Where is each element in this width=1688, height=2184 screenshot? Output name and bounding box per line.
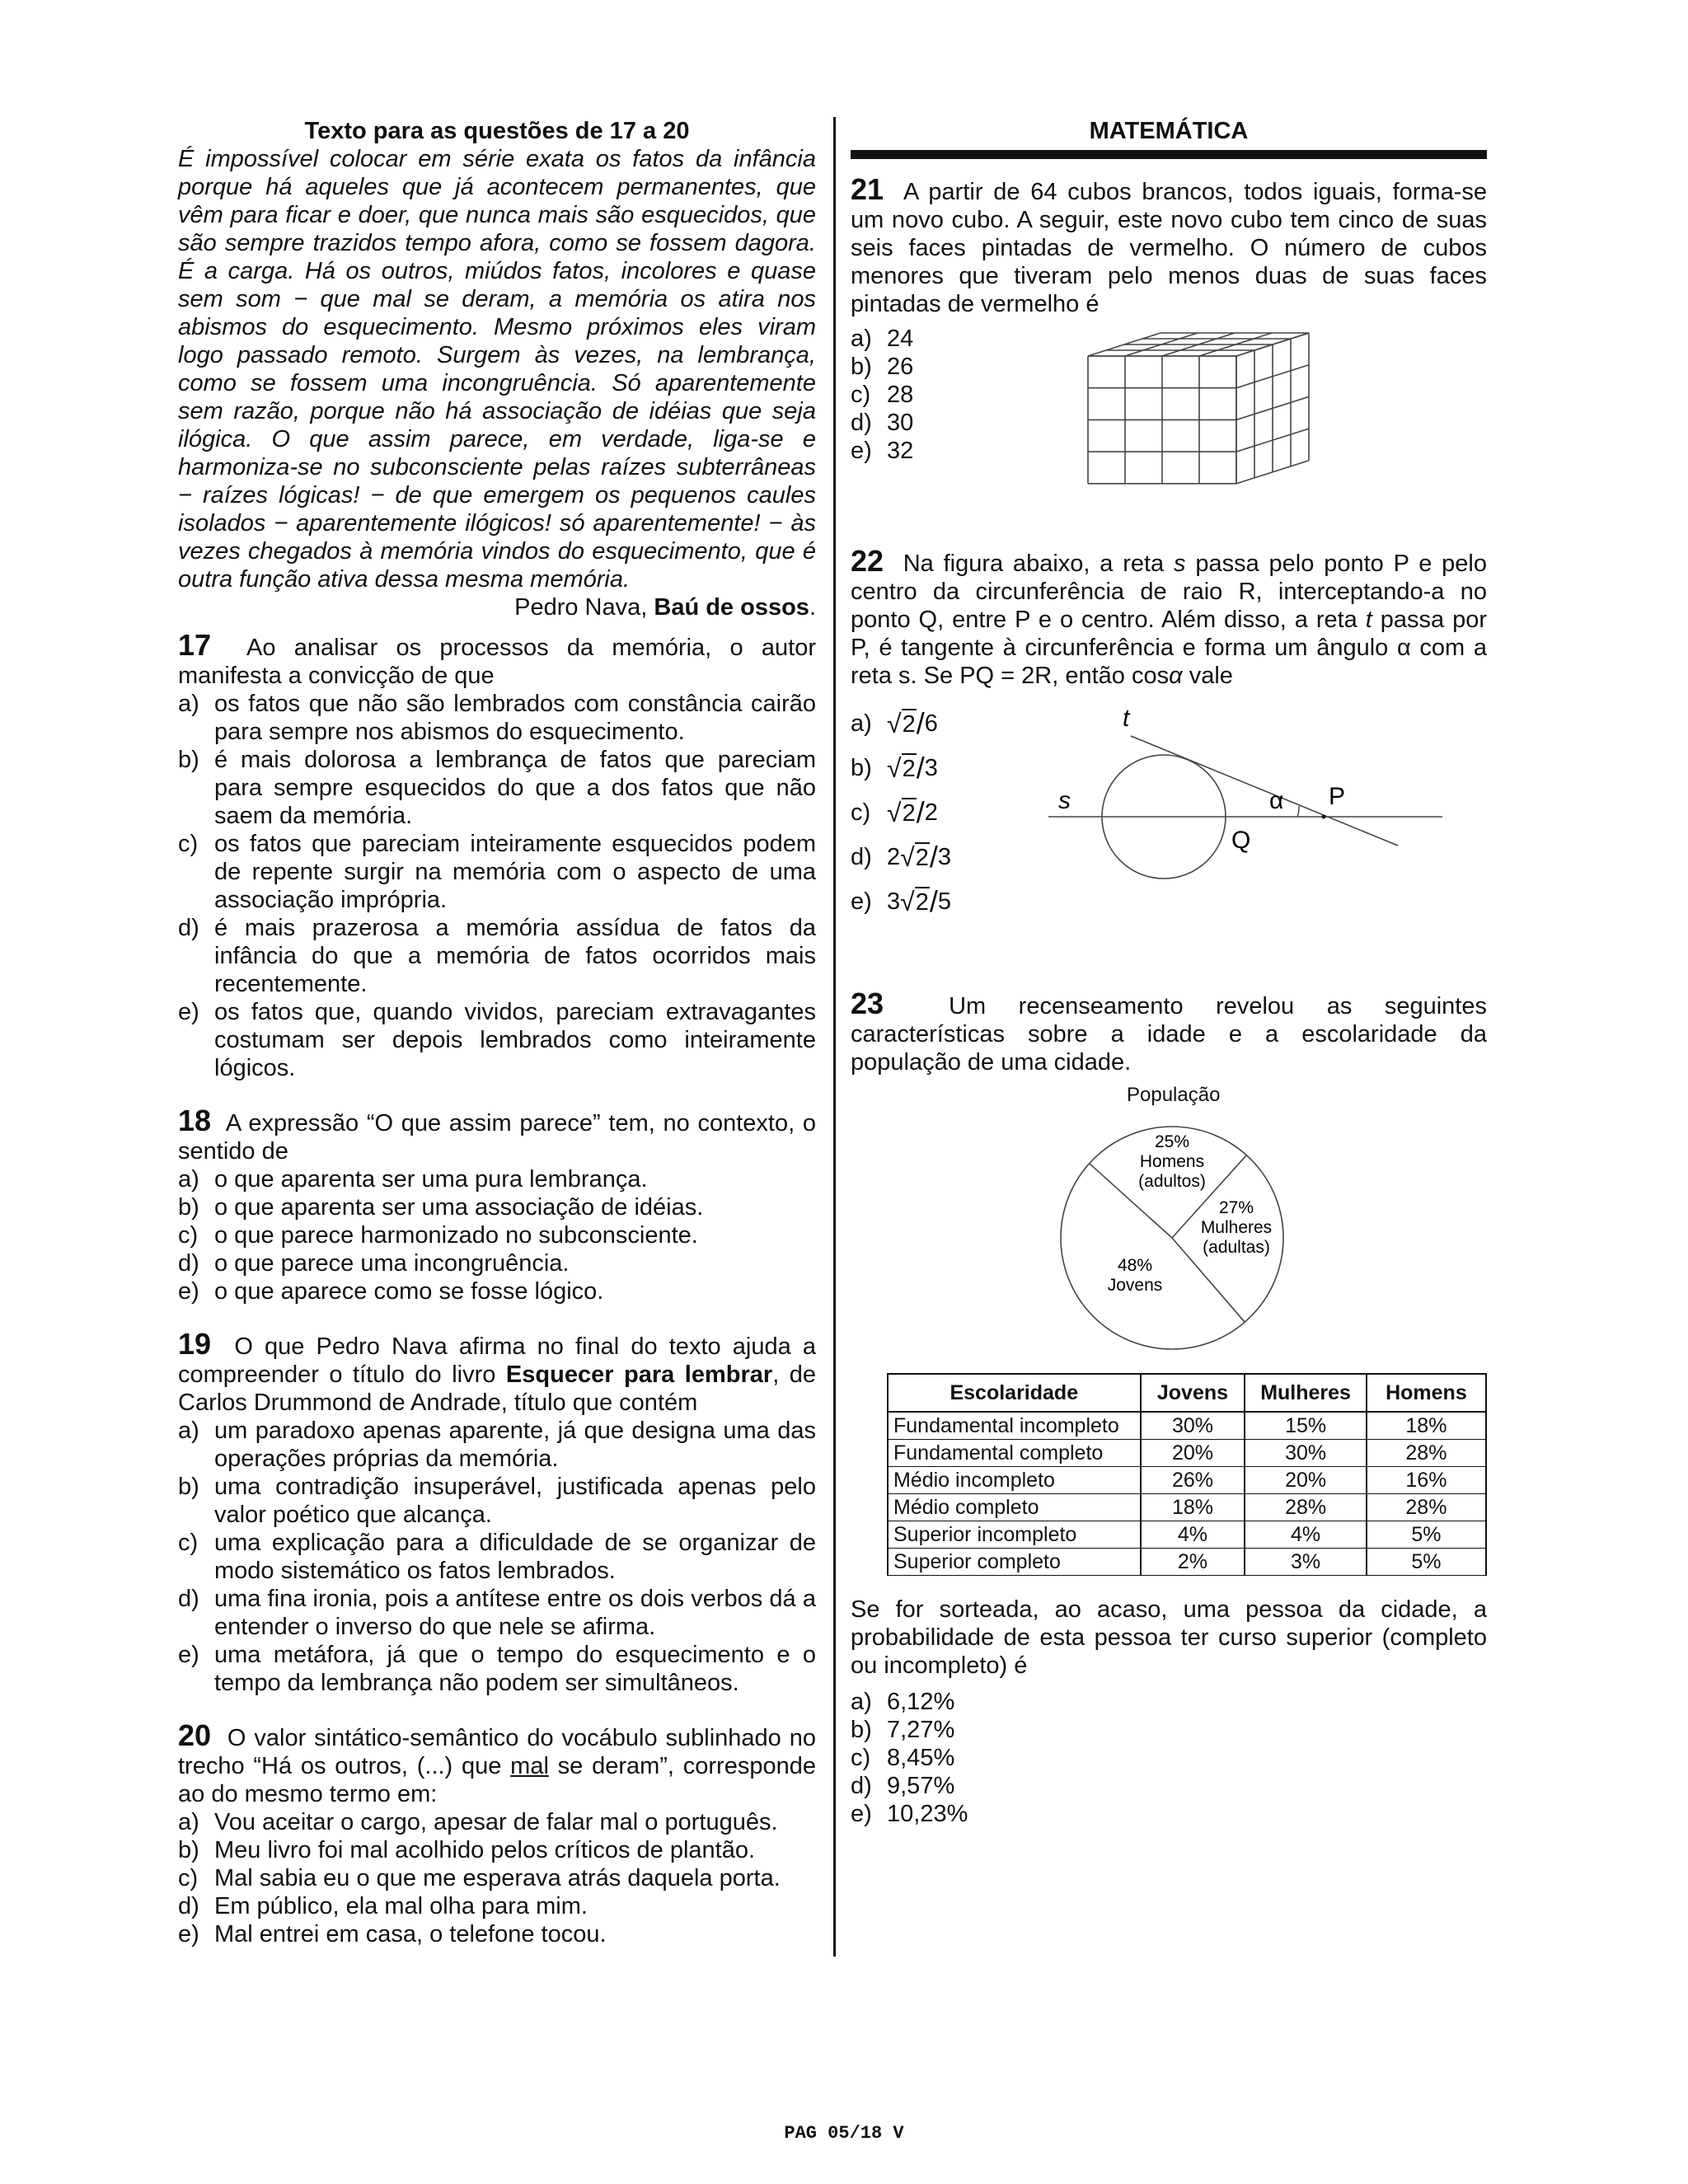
option-letter: c): [851, 1745, 871, 1771]
question-stem-cont: Se for sorteada, ao acaso, uma pessoa da cidade, a probabilidade de esta pessoa ter curso superior (completo ou incompleto) é: [851, 1596, 1487, 1679]
table-row: [888, 1549, 1486, 1576]
answer-option: [178, 1920, 816, 1948]
table-row: [888, 1412, 1486, 1440]
table-cell: 5%: [1367, 1549, 1486, 1576]
cos-label: cos: [1131, 663, 1170, 689]
option-text: 26: [887, 354, 914, 380]
options-list: [178, 1417, 816, 1697]
pie-chart: [1057, 1114, 1296, 1361]
option-letter: c): [178, 1530, 199, 1556]
pie-title: População: [1127, 1084, 1221, 1106]
answer-option: [851, 1744, 1487, 1772]
option-letter: a): [178, 1809, 199, 1835]
option-letter: b): [851, 1717, 872, 1743]
option-text: Meu livro foi mal acolhido pelos críticos de plantão.: [214, 1837, 756, 1863]
table-cell: Médio completo: [888, 1494, 1141, 1521]
tangent-figure: [1048, 701, 1461, 891]
answer-option: [178, 1641, 816, 1697]
option-text: um paradoxo apenas aparente, já que designa uma das operações próprias da memória.: [214, 1418, 816, 1472]
var-s: s: [1174, 551, 1186, 577]
schooling-table: [887, 1373, 1487, 1576]
option-text: o que aparenta ser uma pura lembrança.: [214, 1166, 648, 1193]
answer-option: [178, 830, 816, 914]
alpha-symbol: α: [1169, 663, 1183, 689]
option-text: Vou aceitar o cargo, apesar de falar mal o português.: [214, 1809, 778, 1835]
option-text: o que aparece como se fosse lógico.: [214, 1278, 604, 1305]
option-text: é mais dolorosa a lembrança de fatos que pareciam para sempre esquecidos do que a dos fatos que não saem da memória.: [214, 747, 816, 829]
option-text: é mais prazerosa a memória assídua de fatos da infância do que a memória de fatos ocorridos mais recentemente.: [214, 915, 816, 997]
option-text: uma explicação para a dificuldade de se organizar de modo sistemático os fatos lembrados.: [214, 1530, 816, 1584]
label-t: t: [1123, 705, 1130, 732]
question-stem: O que Pedro Nava afirma no final do texto ajuda a compreender o título do livro: [178, 1333, 816, 1388]
table-cell: 15%: [1245, 1412, 1367, 1440]
table-row: [888, 1467, 1486, 1494]
option-letter: a): [851, 326, 872, 352]
answer-option: [178, 1808, 816, 1836]
option-text: 30: [887, 410, 914, 436]
right-column: [851, 117, 1487, 1828]
table-cell: 16%: [1367, 1467, 1486, 1494]
line-t: [1131, 736, 1398, 846]
option-letter: d): [178, 1250, 199, 1277]
option-text: o que parece harmonizado no subconsciente.: [214, 1222, 698, 1249]
table-cell: Fundamental completo: [888, 1440, 1141, 1467]
answer-option: [851, 1688, 1487, 1716]
options-list: [178, 1808, 816, 1948]
table-cell: 28%: [1367, 1494, 1486, 1521]
label-alpha: α: [1269, 787, 1284, 814]
option-text: 8,45%: [887, 1745, 955, 1771]
question-stem-cont: passa por P, é tangente à circunferência e forma um ângulo: [851, 607, 1488, 661]
answer-option: [178, 1417, 816, 1473]
answer-option: [851, 701, 1015, 746]
table-header: Escolaridade: [888, 1374, 1141, 1412]
option-letter: a): [851, 1689, 872, 1715]
question-number: 20: [178, 1718, 212, 1752]
condition: PQ = 2R: [959, 663, 1053, 689]
option-letter: e): [851, 888, 872, 915]
option-text: √ 2 / 3: [887, 751, 938, 785]
question-number: 18: [178, 1104, 212, 1137]
table-cell: Superior completo: [888, 1549, 1141, 1576]
options-list: [851, 325, 950, 465]
option-letter: d): [851, 410, 872, 436]
table-cell: 20%: [1141, 1440, 1245, 1467]
question-stem-cont: com a reta s. Se: [851, 635, 1487, 689]
point-p: [1322, 815, 1326, 819]
option-letter: c): [851, 382, 871, 408]
section-rule: [851, 150, 1487, 159]
option-letter: a): [178, 1166, 199, 1193]
question-stem: Ao analisar os processos da memória, o autor manifesta a convicção de que: [178, 635, 816, 689]
table-cell: 18%: [1367, 1412, 1486, 1440]
option-text: 3 √ 2 / 5: [887, 884, 951, 918]
table-row: [888, 1440, 1486, 1467]
option-letter: d): [851, 1773, 872, 1799]
table-cell: Fundamental incompleto: [888, 1412, 1141, 1440]
pie-slice-label: 27%: [1218, 1198, 1254, 1217]
question-21: [851, 172, 1487, 490]
table-cell: 4%: [1245, 1521, 1367, 1549]
option-text: Em público, ela mal olha para mim.: [214, 1893, 588, 1919]
option-text: 2 √ 2 / 3: [887, 840, 951, 874]
question-number: 23: [851, 987, 884, 1020]
label-s: s: [1058, 787, 1071, 814]
book-title: Baú de ossos: [654, 594, 809, 621]
angle-arc: [1297, 806, 1299, 817]
answer-option: [851, 1716, 1487, 1744]
option-text: 7,27%: [887, 1717, 955, 1743]
pie-slice-label: (adultos): [1138, 1172, 1206, 1191]
option-letter: e): [851, 438, 872, 464]
option-text: uma metáfora, já que o tempo do esquecimento e o tempo da lembrança não podem ser simultâneos.: [214, 1642, 816, 1696]
var-t: t: [1365, 607, 1372, 633]
option-letter: a): [851, 710, 872, 737]
answer-option: [178, 1892, 816, 1920]
option-text: √ 2 / 2: [887, 795, 938, 829]
answer-option: [178, 690, 816, 746]
option-letter: c): [178, 1865, 199, 1891]
answer-option: [851, 353, 950, 381]
option-text: 6,12%: [887, 1689, 955, 1715]
option-letter: d): [178, 1893, 199, 1919]
table-cell: 20%: [1245, 1467, 1367, 1494]
question-stem-cont: passa pelo ponto P e pelo centro da circunferência de raio R, interceptando-a no ponto Q, entre P e o centro. Além disso, a reta: [851, 551, 1487, 633]
table-row: [888, 1494, 1486, 1521]
pie-slice-label: 48%: [1117, 1256, 1153, 1275]
answer-option: [851, 437, 950, 465]
answer-option: [851, 1772, 1487, 1800]
question-number: 19: [178, 1327, 212, 1361]
answer-option: [178, 1529, 816, 1585]
label-p: P: [1329, 783, 1346, 810]
alpha-symbol: α: [1396, 635, 1411, 661]
answer-option: [851, 790, 1015, 835]
answer-option: [851, 325, 950, 353]
question-23: [851, 987, 1487, 1828]
pie-slice-label: Mulheres: [1200, 1218, 1273, 1237]
option-text: 24: [887, 326, 914, 352]
table-cell: 4%: [1141, 1521, 1245, 1549]
table-cell: 2%: [1141, 1549, 1245, 1576]
option-letter: b): [851, 755, 872, 781]
option-text: 32: [887, 438, 914, 464]
option-letter: c): [178, 1222, 199, 1249]
option-letter: a): [178, 691, 199, 717]
table-row: [888, 1521, 1486, 1549]
option-text: 10,23%: [887, 1801, 968, 1827]
answer-option: [851, 1800, 1487, 1828]
option-letter: d): [851, 844, 872, 870]
answer-option: [851, 879, 1015, 924]
pie-slice-label: (adultas): [1203, 1238, 1270, 1257]
option-letter: e): [178, 1921, 199, 1947]
answer-option: [178, 1836, 816, 1864]
options-list: [851, 701, 1015, 924]
option-letter: d): [178, 915, 199, 941]
table-cell: 30%: [1141, 1412, 1245, 1440]
option-letter: b): [851, 354, 872, 380]
answer-option: [178, 746, 816, 830]
option-letter: b): [178, 1474, 199, 1500]
option-text: os fatos que não são lembrados com constância cairão para sempre nos abismos do esquecimento.: [214, 691, 816, 745]
answer-option: [178, 1249, 816, 1277]
question-stem-cont: , então: [1052, 663, 1125, 689]
answer-option: [851, 409, 950, 437]
question-stem: Na figura abaixo, a reta: [903, 551, 1165, 577]
question-stem-cont: vale: [1189, 663, 1233, 689]
table-cell: 3%: [1245, 1549, 1367, 1576]
option-letter: e): [851, 1801, 872, 1827]
option-text: os fatos que pareciam inteiramente esquecidos podem de repente surgir na memória com o aspecto de uma associação imprópria.: [214, 831, 816, 913]
options-list: [851, 1688, 1487, 1828]
text-header: Texto para as questões de 17 a 20: [304, 118, 690, 144]
option-letter: b): [178, 1194, 199, 1221]
table-header: Homens: [1367, 1374, 1486, 1412]
question-stem: Um recenseamento revelou as seguintes características sobre a idade e a escolaridade da população de uma cidade.: [851, 993, 1487, 1076]
option-letter: e): [178, 1278, 199, 1305]
option-text: uma fina ironia, pois a antítese entre os dois verbos dá a entender o inverso do que nele se afirma.: [214, 1586, 816, 1640]
passage-attribution: Pedro Nava, Baú de ossos.: [514, 594, 816, 621]
pie-slice-label: 25%: [1154, 1132, 1190, 1151]
options-list: [178, 690, 816, 1082]
answer-option: [178, 1221, 816, 1249]
option-letter: c): [178, 831, 199, 857]
answer-option: [851, 381, 950, 409]
option-letter: b): [178, 1837, 199, 1863]
option-text: Mal entrei em casa, o telefone tocou.: [214, 1921, 607, 1947]
option-letter: b): [178, 747, 199, 773]
question-stem: A partir de 64 cubos brancos, todos iguais, forma-se um novo cubo. A seguir, este novo cubo tem cinco de suas seis faces pintadas de vermelho. O número de cubos menores que tiveram pelo menos duas de suas faces pintadas de vermelho é: [851, 179, 1487, 317]
options-list: [178, 1165, 816, 1305]
label-q: Q: [1231, 827, 1251, 854]
question-number: 22: [851, 544, 884, 578]
answer-option: [178, 1864, 816, 1892]
question-22: [851, 544, 1488, 918]
question-number: 21: [851, 172, 884, 206]
book-title: Esquecer para lembrar: [505, 1361, 773, 1388]
table-header: Mulheres: [1245, 1374, 1367, 1412]
table-cell: Médio incompleto: [888, 1467, 1141, 1494]
table-cell: 5%: [1367, 1521, 1486, 1549]
question-17: [178, 628, 816, 1082]
section-title: MATEMÁTICA: [1089, 118, 1249, 144]
table-cell: 28%: [1245, 1494, 1367, 1521]
option-letter: e): [178, 1642, 199, 1668]
answer-option: [178, 1585, 816, 1641]
passage: É impossível colocar em série exata os fatos da infância porque há aqueles que já acontecem permanentes, que vêm para ficar e doer, que nunca mais são esquecidos, que são sempre trazidos tempo afora, como se fossem dagora. É a carga. Há os outros, miúdos fatos, incolores e quase sem som − que mal se deram, a memória os atira nos abismos do esquecimento. Mesmo próximos eles viram logo passado remoto. Surgem às vezes, na lembrança, como se fossem uma incongruência. Só aparentemente sem razão, porque não há associação de idéias que seja ilógica. O que assim parece, em verdade, liga-se e harmoniza-se no subconsciente pelas raízes subterrâneas − raízes lógicas! − de que emergem os pequenos caules isolados − aparentemente ilógicos! só aparentemente! − às vezes chegados à memória vindos do esquecimento, que é outra função ativa dessa mesma memória.: [178, 146, 816, 593]
answer-option: [178, 914, 816, 998]
option-text: uma contradição insuperável, justificada apenas pelo valor poético que alcança.: [214, 1474, 816, 1528]
table-cell: 26%: [1141, 1467, 1245, 1494]
answer-option: [178, 1473, 816, 1529]
question-number: 17: [178, 628, 212, 662]
question-stem-cont: se deram”, corresponde ao do mesmo termo em:: [178, 1753, 816, 1807]
option-letter: c): [851, 799, 871, 826]
answer-option: [178, 1193, 816, 1221]
answer-option: [851, 835, 1015, 879]
author: Pedro Nava,: [514, 594, 648, 621]
cube-figure: [1083, 323, 1330, 488]
table-cell: 30%: [1245, 1440, 1367, 1467]
left-column: [178, 117, 816, 1948]
option-text: 28: [887, 382, 914, 408]
question-19: [178, 1327, 817, 1697]
option-letter: d): [178, 1586, 199, 1612]
pie-slice-label: Jovens: [1107, 1276, 1163, 1295]
option-text: Mal sabia eu o que me esperava atrás daquela porta.: [214, 1865, 781, 1891]
table-header: Jovens: [1141, 1374, 1245, 1412]
option-text: os fatos que, quando vividos, pareciam extravagantes costumam ser depois lembrados como inteiramente lógicos.: [214, 999, 816, 1081]
answer-option: [178, 998, 816, 1082]
option-text: 9,57%: [887, 1773, 955, 1799]
answer-option: [178, 1165, 816, 1193]
option-letter: a): [178, 1418, 199, 1444]
answer-option: [178, 1277, 816, 1305]
table-cell: 28%: [1367, 1440, 1486, 1467]
question-stem-cont: , de Carlos Drummond de Andrade, título que contém: [178, 1361, 817, 1416]
pie-slice-label: Homens: [1139, 1152, 1205, 1171]
question-20: [178, 1718, 816, 1948]
option-letter: e): [178, 999, 199, 1025]
option-text: o que parece uma incongruência.: [214, 1250, 570, 1277]
column-divider: [833, 117, 836, 1957]
table-cell: Superior incompleto: [888, 1521, 1141, 1549]
question-stem: A expressão “O que assim parece” tem, no contexto, o sentido de: [178, 1110, 817, 1165]
question-stem: O valor sintático-semântico do vocábulo sublinhado no trecho “Há os outros, (...) que: [178, 1725, 816, 1779]
answer-option: [851, 746, 1015, 790]
underlined-word: mal: [510, 1753, 549, 1779]
option-text: √ 2 / 6: [887, 706, 938, 740]
question-18: [178, 1104, 817, 1305]
page-footer: PAG 05/18 V: [784, 2123, 904, 2144]
table-cell: 18%: [1141, 1494, 1245, 1521]
option-text: o que aparenta ser uma associação de idéias.: [214, 1194, 704, 1221]
